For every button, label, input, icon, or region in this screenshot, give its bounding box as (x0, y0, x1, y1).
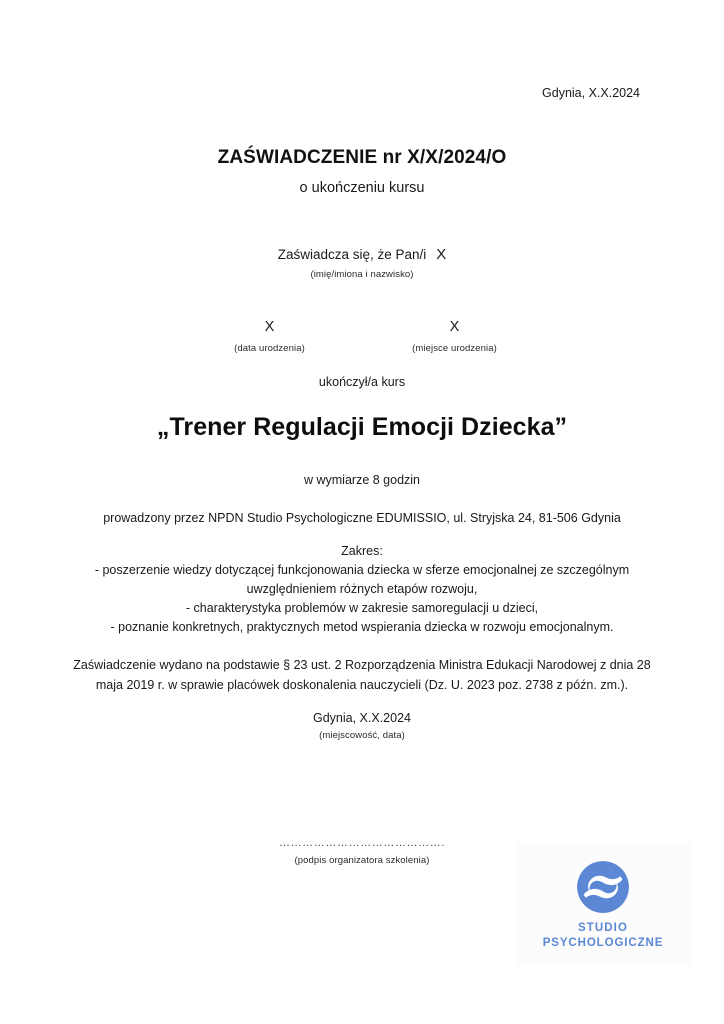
signature-caption: (podpis organizatora szkolenia) (294, 855, 430, 866)
place-date-caption: (miejscowość, data) (319, 730, 405, 741)
recipient-block (0, 246, 724, 280)
document-subtitle: o ukończeniu kursu (299, 179, 425, 196)
studio-psychologiczne-logo-icon (576, 860, 630, 914)
logo-text (543, 921, 664, 950)
scope-heading: Zakres: (341, 544, 383, 558)
birth-date-field (177, 320, 362, 354)
scope-list (62, 561, 662, 637)
recipient-lead-text: Zaświadcza się, że Pan/i (277, 247, 427, 262)
recipient-line (0, 246, 724, 263)
recipient-name-placeholder: X (436, 246, 447, 263)
legal-basis-text: Zaświadczenie wydano na podstawie § 23 ust. 2 Rozporządzenia Ministra Edukacji Narodowej z dnia 28 maja 2019 r. w sprawie placówek doskonalenia nauczycieli (Dz. U. 2023 poz. 2738 z późn. zm.). (73, 658, 651, 693)
birth-place-caption: (miejsce urodzenia) (412, 342, 497, 354)
scope-item: - poszerzenie wiedzy dotyczącej funkcjonowania dziecka w sferze emocjonalnej ze szczególnym uwzględnieniem różnych etapów rozwoju, (94, 563, 630, 596)
place-date-value: Gdynia, X.X.2024 (313, 711, 411, 725)
place-date-block (0, 711, 724, 741)
document-title: ZAŚWIADCZENIE nr X/X/2024/O (217, 147, 507, 168)
birth-date-placeholder: X (264, 319, 275, 335)
birth-place-field (362, 320, 547, 354)
completed-label: ukończył/a kurs (318, 375, 406, 389)
birth-place-placeholder: X (449, 319, 460, 335)
scope-item: - charakterystyka problemów w zakresie samoregulacji u dzieci, (185, 601, 539, 615)
logo-line-2: PSYCHOLOGICZNE (542, 936, 664, 949)
birth-row (0, 320, 724, 354)
issue-place-date: Gdynia, X.X.2024 (542, 86, 640, 100)
signature-line: ……………………………………. (278, 837, 446, 849)
course-provider: prowadzony przez NPDN Studio Psychologiczne EDUMISSIO, ul. Stryjska 24, 81-506 Gdynia (103, 511, 621, 525)
logo-line-1: STUDIO (577, 922, 629, 934)
recipient-caption: (imię/imiona i nazwisko) (310, 269, 414, 280)
birth-date-caption: (data urodzenia) (234, 342, 305, 354)
title-block (0, 145, 724, 196)
course-hours: w wymiarze 8 godzin (303, 473, 420, 487)
scope-block (62, 542, 662, 637)
course-name: „Trener Regulacji Emocji Dziecka” (156, 413, 568, 441)
scope-item: - poznanie konkretnych, praktycznych metod wspierania dziecka w rozwoju emocjonalnym. (110, 620, 614, 634)
organizer-logo (515, 843, 691, 965)
